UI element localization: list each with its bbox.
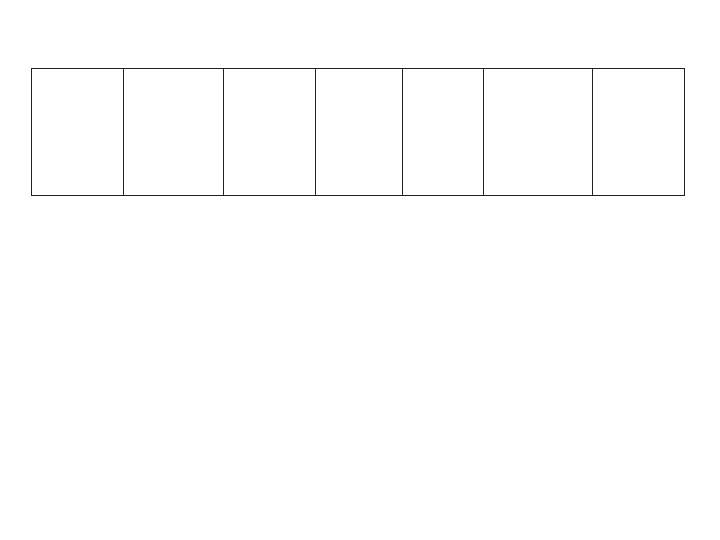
header-gap-irpef: [224, 69, 315, 195]
header-totale-riscosso: [593, 69, 684, 195]
header-maggiore-imposta: [484, 69, 592, 195]
lazio-table: [31, 68, 685, 424]
header-gap-iva: [124, 69, 223, 195]
header-comuni: [316, 69, 402, 195]
header-residenti: [32, 69, 123, 195]
header-percent: [403, 69, 483, 195]
table-header: [31, 68, 685, 196]
